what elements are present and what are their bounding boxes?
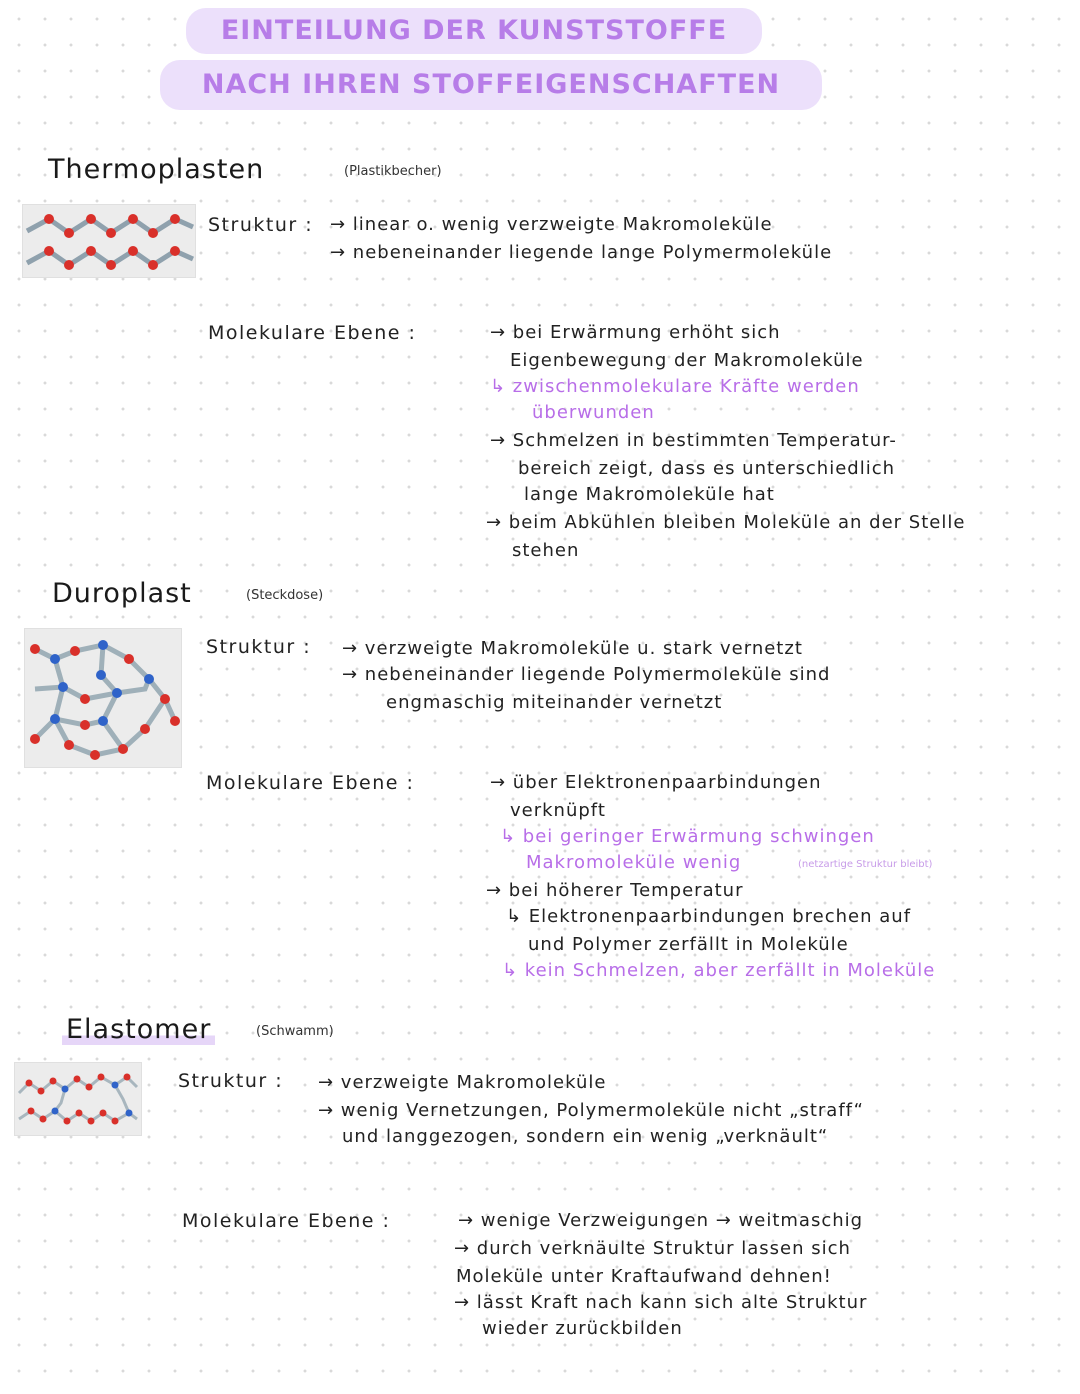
- ebene-line: → beim Abkühlen bleiben Moleküle an der Stelle: [486, 512, 966, 533]
- example-elastomer: (Schwamm): [256, 1024, 334, 1039]
- title-line-2: NACH IHREN STOFFEIGENSCHAFTEN: [160, 60, 822, 110]
- ebene-line: bereich zeigt, dass es unterschiedlich: [518, 458, 896, 479]
- ebene-line: ↳ kein Schmelzen, aber zerfällt in Moleküle: [502, 960, 936, 981]
- section-heading-elastomer: Elastomer: [62, 1014, 215, 1045]
- struktur-label-thermoplasten: Struktur :: [208, 214, 314, 236]
- linear-chain-molecule-icon: [22, 204, 196, 278]
- struktur-line: → nebeneinander liegende Polymermoleküle sind: [342, 664, 831, 685]
- ebene-label-duroplast: Molekulare Ebene :: [206, 772, 415, 794]
- ebene-line: ↳ Elektronenpaarbindungen brechen auf: [506, 906, 912, 927]
- struktur-label-elastomer: Struktur :: [178, 1070, 284, 1092]
- ebene-line: stehen: [512, 540, 580, 561]
- ebene-line: verknüpft: [510, 800, 606, 821]
- ebene-line: ↳ bei geringer Erwärmung schwingen: [500, 826, 875, 847]
- example-thermoplasten: (Plastikbecher): [344, 164, 442, 179]
- ebene-line: → bei Erwärmung erhöht sich: [490, 322, 781, 343]
- ebene-line: → wenige Verzweigungen → weitmaschig: [458, 1210, 864, 1231]
- example-duroplast: (Steckdose): [246, 588, 324, 603]
- ebene-line: → bei höherer Temperatur: [486, 880, 744, 901]
- ebene-label-thermoplasten: Molekulare Ebene :: [208, 322, 417, 344]
- section-heading-thermoplasten: Thermoplasten: [48, 154, 265, 185]
- struktur-line: und langgezogen, sondern ein wenig „verknäult“: [342, 1126, 829, 1147]
- struktur-line: → linear o. wenig verzweigte Makromoleküle: [330, 214, 773, 235]
- crosslinked-molecule-icon: [24, 628, 182, 768]
- struktur-line: → nebeneinander liegende lange Polymermoleküle: [330, 242, 833, 263]
- ebene-line: Eigenbewegung der Makromoleküle: [510, 350, 864, 371]
- struktur-line: → verzweigte Makromoleküle u. stark vernetzt: [342, 638, 803, 659]
- ebene-line: Makromoleküle wenig: [526, 852, 742, 873]
- ebene-label-elastomer: Molekulare Ebene :: [182, 1210, 391, 1232]
- struktur-line: → verzweigte Makromoleküle: [318, 1072, 607, 1093]
- struktur-line: → wenig Vernetzungen, Polymermoleküle nicht „straff“: [318, 1100, 864, 1121]
- section-heading-duroplast: Duroplast: [52, 578, 192, 609]
- ebene-line: Moleküle unter Kraftaufwand dehnen!: [456, 1266, 832, 1287]
- ebene-line: → durch verknäulte Struktur lassen sich: [454, 1238, 851, 1259]
- ebene-line: überwunden: [532, 402, 655, 423]
- ebene-line: → über Elektronenpaarbindungen: [490, 772, 822, 793]
- struktur-line: engmaschig miteinander vernetzt: [386, 692, 723, 713]
- ebene-note: (netzartige Struktur bleibt): [798, 859, 933, 870]
- ebene-line: ↳ zwischenmolekulare Kräfte werden: [490, 376, 860, 397]
- struktur-label-duroplast: Struktur :: [206, 636, 312, 658]
- title-line-1: EINTEILUNG DER KUNSTSTOFFE: [186, 8, 762, 54]
- ebene-line: lange Makromoleküle hat: [524, 484, 775, 505]
- ebene-line: und Polymer zerfällt in Moleküle: [528, 934, 849, 955]
- loosely-crosslinked-molecule-icon: [14, 1062, 142, 1136]
- ebene-line: → Schmelzen in bestimmten Temperatur-: [490, 430, 897, 451]
- ebene-line: wieder zurückbilden: [482, 1318, 683, 1339]
- ebene-line: → lässt Kraft nach kann sich alte Struktur: [454, 1292, 868, 1313]
